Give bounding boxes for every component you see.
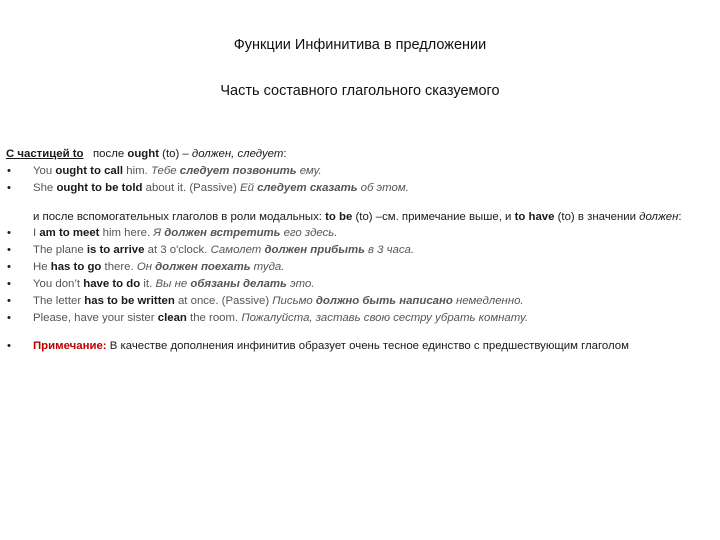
- example-translation-highlight: должен прибыть: [264, 244, 365, 256]
- bullet-icon: •: [7, 182, 11, 194]
- example-translation-highlight: следует сказать: [257, 182, 358, 194]
- example-english-text: He: [33, 261, 51, 273]
- example-translation: Письмо: [272, 295, 316, 307]
- example-translation-highlight: должен встретить: [164, 227, 281, 239]
- intro-line: [6, 146, 708, 163]
- intro-colon: :: [283, 148, 287, 160]
- example-english-text: about it. (Passive): [142, 182, 240, 194]
- intro-after-lead: после: [83, 148, 128, 160]
- example-translation: ему.: [296, 165, 322, 177]
- para-to-have: to have: [514, 211, 555, 223]
- example-translation: об этом.: [357, 182, 409, 194]
- example-infinitive: ought to be told: [56, 182, 143, 194]
- example-translation-highlight: должен поехать: [155, 261, 251, 273]
- example-item: [6, 310, 708, 327]
- bullet-icon: •: [7, 278, 11, 290]
- example-item: [6, 276, 708, 293]
- example-english-text: at once. (Passive): [174, 295, 273, 307]
- bullet-icon: •: [7, 295, 11, 307]
- example-translation-highlight: обязаны делать: [190, 278, 287, 290]
- example-english-text: The plane: [33, 244, 87, 256]
- note-text: В качестве дополнения инфинитив образует очень тесное единство с предшествующим глаголом: [106, 340, 629, 352]
- example-translation: Самолет: [210, 244, 265, 256]
- example-item: [6, 259, 708, 276]
- example-translation: Тебе: [150, 165, 180, 177]
- example-english-text: there.: [101, 261, 137, 273]
- bullet-icon: •: [7, 244, 11, 256]
- bullet-icon: •: [7, 261, 11, 273]
- example-item: [6, 225, 708, 242]
- example-infinitive: has to go: [50, 261, 102, 273]
- para-meaning: должен: [639, 211, 679, 223]
- example-english-text: You don’t: [33, 278, 84, 290]
- example-infinitive: am to meet: [39, 227, 100, 239]
- example-infinitive: has to be written: [84, 295, 175, 307]
- example-list-ought: [6, 163, 708, 197]
- example-infinitive: is to arrive: [86, 244, 145, 256]
- note-label: Примечание:: [33, 340, 107, 352]
- example-translation: в 3 часа.: [364, 244, 415, 256]
- example-infinitive: clean: [157, 312, 187, 324]
- example-english-text: Please, have your sister: [33, 312, 158, 324]
- example-translation: туда.: [250, 261, 285, 273]
- example-english-text: him.: [123, 165, 151, 177]
- bullet-icon: •: [7, 227, 11, 239]
- bullet-icon: •: [7, 165, 11, 177]
- example-english-text: it.: [140, 278, 156, 290]
- intro-lead: С частицей to: [6, 148, 84, 160]
- page-title: Функции Инфинитива в предложении: [233, 37, 487, 53]
- intro-keyword: ought: [127, 148, 159, 160]
- example-translation: его здесь.: [280, 227, 338, 239]
- example-infinitive: ought to call: [55, 165, 124, 177]
- example-item: [6, 242, 708, 259]
- example-english-text: You: [33, 165, 56, 177]
- example-english-text: him here.: [99, 227, 154, 239]
- bullet-icon: •: [7, 340, 11, 352]
- para-colon: :: [678, 211, 682, 223]
- para-text-1: и после вспомогательных глаголов в роли модальных:: [33, 211, 326, 223]
- auxiliary-paragraph: [6, 210, 708, 225]
- document-body: [6, 146, 708, 354]
- example-infinitive: have to do: [83, 278, 141, 290]
- example-translation: Вы не: [155, 278, 191, 290]
- para-text-2: (to) –см. примечание выше, и: [352, 211, 515, 223]
- intro-paren: (to) –: [158, 148, 192, 160]
- example-translation: Он: [136, 261, 156, 273]
- example-translation: это.: [286, 278, 315, 290]
- example-list-modal: [6, 225, 708, 327]
- para-text-3: (to) в значении: [554, 211, 640, 223]
- para-to-be: to be: [325, 211, 353, 223]
- example-item: [6, 163, 708, 180]
- example-item: [6, 293, 708, 310]
- note-item: [6, 339, 708, 354]
- example-translation: Я: [153, 227, 165, 239]
- example-translation-highlight: должно быть написано: [315, 295, 453, 307]
- example-translation-highlight: следует позвонить: [179, 165, 297, 177]
- intro-meaning: должен, следует: [191, 148, 284, 160]
- example-translation: Пожалуйста, заставь свою сестру убрать комнату.: [241, 312, 529, 324]
- example-english-text: at 3 o'clock.: [144, 244, 211, 256]
- example-translation: немедленно.: [452, 295, 524, 307]
- example-translation: Ей: [239, 182, 258, 194]
- example-english-text: the room.: [186, 312, 242, 324]
- example-english-text: The letter: [33, 295, 85, 307]
- example-item: [6, 180, 708, 197]
- section-subtitle: Часть составного глагольного сказуемого: [220, 83, 500, 99]
- bullet-icon: •: [7, 312, 11, 324]
- example-english-text: She: [33, 182, 57, 194]
- example-english-text: I: [33, 227, 40, 239]
